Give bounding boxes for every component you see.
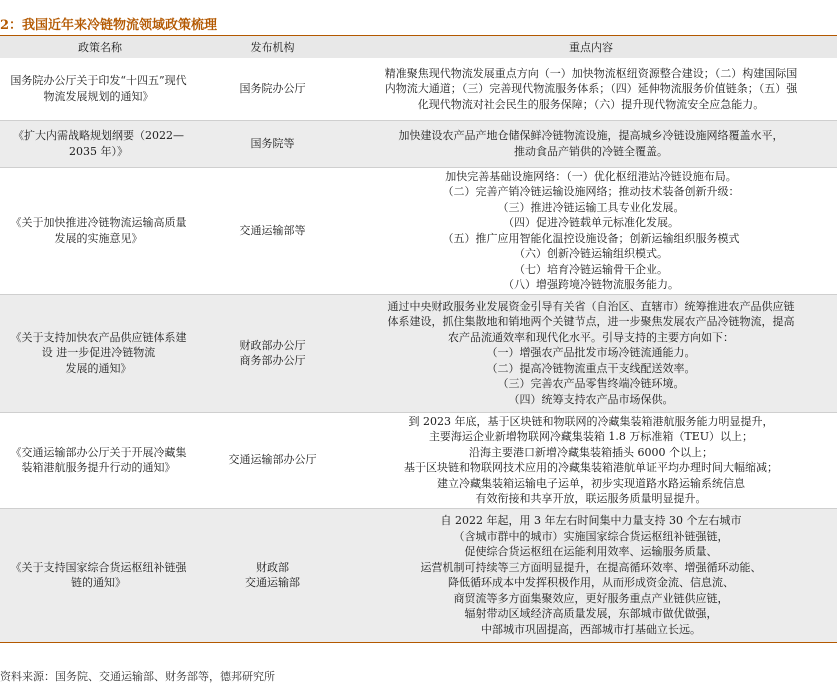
cell-line: 设 进一步促进冷链物流 <box>41 346 156 360</box>
header-org: 发布机构 <box>200 36 345 58</box>
cell-line: 《扩大内需战略规划纲要（2022— <box>13 129 184 142</box>
policy-table <box>0 36 837 643</box>
cell-line: （六）创新冷链运输组织模式。 <box>514 247 668 260</box>
cell-line: （三）推进冷链运输工具专业化发展。 <box>497 200 685 214</box>
header-name: 政策名称 <box>0 36 200 58</box>
policy-name-cell <box>0 412 200 508</box>
publisher-cell <box>200 294 345 412</box>
cell-line: （四）促进冷链载单元标准化发展。 <box>503 216 679 229</box>
cell-line: （五）推广应用智能化温控设施设备；创新运输组织服务模式 <box>442 231 740 245</box>
table-title: 2：我国近年来冷链物流领域政策梳理 <box>0 18 218 33</box>
cell-line: 商务部办公厅 <box>239 354 306 367</box>
table-header-row <box>0 36 837 58</box>
cell-line: 辐射带动区域经济高质量发展，东部城市做优做强， <box>464 607 718 620</box>
cell-line: 国务院办公厅关于印发“十四五”现代 <box>10 74 187 88</box>
policy-name-cell <box>0 58 200 120</box>
cell-line: 农产品流通效率和现代化水平。引导支持的主要方向如下： <box>448 330 734 344</box>
cell-line: 商贸流等多方面集聚效应，更好服务重点产业链供应链， <box>453 591 729 605</box>
key-content-cell <box>345 294 837 412</box>
cell-line: 《交通运输部办公厅关于开展冷藏集 <box>10 445 187 459</box>
cell-line: 交通运输部等 <box>239 223 306 237</box>
publisher-cell <box>200 120 345 167</box>
cell-line: （七）培育冷链运输骨干企业。 <box>514 262 668 276</box>
table-row <box>0 294 837 412</box>
cell-line: 促使综合货运枢纽在运能利用效率、运输服务质量、 <box>464 545 718 558</box>
cell-line: 交通运输部办公厅 <box>228 453 317 467</box>
cell-line: （一）增强农产品批发市场冷链流通能力。 <box>486 346 696 360</box>
policy-name-cell <box>0 167 200 294</box>
key-content-cell <box>345 167 837 294</box>
cell-line: 链的通知》 <box>71 576 126 589</box>
cell-line: 建立冷藏集装箱运输电子运单，初步实现道路水路运输系统信息 <box>437 476 745 490</box>
cell-line: 有效衔接和共享开放，联运服务质量明显提升。 <box>475 492 707 505</box>
publisher-cell <box>200 58 345 120</box>
cell-line: 运营机制可持续等三方面明显提升，在提高循环效率、增强循环动能、 <box>420 560 762 574</box>
key-content-cell <box>345 120 837 167</box>
cell-line: 物流发展规划的通知》 <box>43 89 154 103</box>
cell-line: （含城市群中的城市）实施国家综合货运枢纽补链强链， <box>453 529 729 543</box>
cell-line: 通过中央财政服务业发展资金引导有关省（自治区、直辖市）统筹推进农产品供应链 <box>387 299 795 313</box>
cell-line: 发展的实施意见》 <box>54 231 143 245</box>
cell-line: 国务院办公厅 <box>239 82 306 95</box>
cell-line: 基于区块链和物联网技术应用的冷藏集装箱港航单证平均办理时间大幅缩减； <box>404 461 778 474</box>
cell-line: 装箱港航服务提升行动的通知》 <box>21 461 176 474</box>
cell-line: 国务院等 <box>250 136 295 150</box>
cell-line: （三）完善农产品零售终端冷链环境。 <box>497 377 685 391</box>
key-content-cell <box>345 412 837 508</box>
policy-name-cell <box>0 508 200 642</box>
table-row <box>0 120 837 167</box>
publisher-cell <box>200 167 345 294</box>
cell-line: 交通运输部 <box>245 576 300 589</box>
table-row <box>0 167 837 294</box>
publisher-cell <box>200 412 345 508</box>
title-bar <box>0 8 837 36</box>
cell-line: 体系建设，抓住集散地和销地两个关键节点，进一步聚焦发展农产品冷链物流，提高 <box>387 315 795 329</box>
table-body <box>0 58 837 642</box>
table-row <box>0 412 837 508</box>
key-content-cell <box>345 508 837 642</box>
policy-name-cell <box>0 294 200 412</box>
header-content: 重点内容 <box>345 36 837 58</box>
cell-line: 推动食品产销供的冷链全覆盖。 <box>514 144 668 158</box>
cell-line: 主要海运企业新增物联网冷藏集装箱 1.8 万标准箱（TEU）以上； <box>428 430 754 443</box>
cell-line: 沿海主要港口新增冷藏集装箱插头 6000 个以上； <box>469 445 713 459</box>
cell-line: 到 2023 年底，基于区块链和物联网的冷藏集装箱港航服务能力明显提升， <box>408 414 774 428</box>
publisher-cell <box>200 508 345 642</box>
cell-line: 财政部 <box>256 560 289 574</box>
cell-line: 《关于支持加快农产品供应链体系建 <box>10 330 187 344</box>
cell-line: 《关于加快推进冷链物流运输高质量 <box>10 216 187 229</box>
table-row <box>0 58 837 120</box>
cell-line: 2035 年）》 <box>69 144 128 158</box>
table-row <box>0 508 837 642</box>
cell-line: 中部城市巩固提高，西部城市打基础立长远。 <box>481 622 701 636</box>
cell-line: 内物流大通道；（三）完善现代物流服务体系；（四）延伸物流服务价值链条；（五）强 <box>384 82 798 95</box>
cell-line: 财政部办公厅 <box>239 338 306 352</box>
cell-line: 发展的通知》 <box>65 361 132 375</box>
key-content-cell <box>345 58 837 120</box>
cell-line: 精准聚焦现代物流发展重点方向（一）加快物流枢纽资源整合建设；（二）构建国际国 <box>384 66 798 80</box>
cell-line: 化现代物流对社会民生的服务保障；（六）提升现代物流安全应急能力。 <box>417 97 765 111</box>
cell-line: （八）增强跨境冷链物流服务能力。 <box>503 278 679 291</box>
cell-line: 降低循环成本中发挥积极作用，从而形成资金流、信息流、 <box>448 576 734 589</box>
cell-line: （四）统筹支持农产品市场保供。 <box>508 392 674 406</box>
source-note: 资料来源：国务院、交通运输部、财务部等，德邦研究所 <box>0 670 275 683</box>
policy-name-cell <box>0 120 200 167</box>
cell-line: 自 2022 年起，用 3 年左右时间集中力量支持 30 个左右城市 <box>440 514 742 527</box>
cell-line: （二）完善产销冷链运输设施网络；推动技术装备创新升级： <box>442 185 740 198</box>
cell-line: 加快建设农产品产地仓储保鲜冷链物流设施，提高城乡冷链设施网络覆盖水平， <box>398 129 784 142</box>
cell-line: 《关于支持国家综合货运枢纽补链强 <box>10 560 187 574</box>
cell-line: 加快完善基础设施网络：（一）优化枢纽港站冷链设施布局。 <box>445 169 737 183</box>
cell-line: （二）提高冷链物流重点干支线配送效率。 <box>486 361 696 375</box>
